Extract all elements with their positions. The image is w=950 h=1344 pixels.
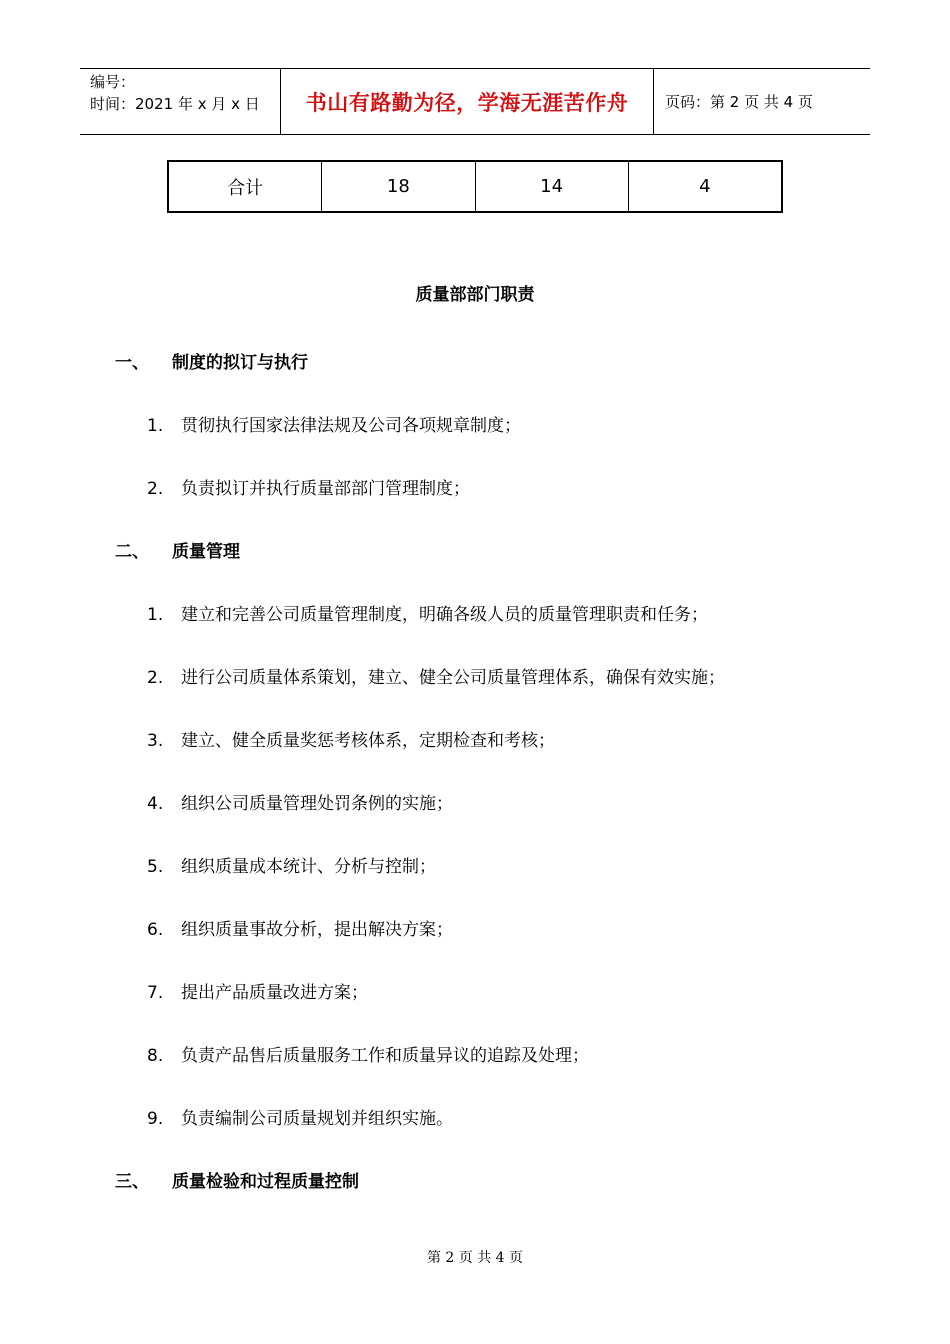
list-item-text: 建立和完善公司质量管理制度，明确各级人员的质量管理职责和任务； <box>181 605 708 625</box>
list-item-text: 负责产品售后质量服务工作和质量异议的追踪及处理； <box>181 1046 589 1066</box>
page-footer: 第 2 页 共 4 页 <box>426 1250 524 1266</box>
list-item-number: 5. <box>147 857 164 877</box>
list-item <box>147 915 453 940</box>
header-page-number: 页码：第 2 页 共 4 页 <box>665 93 813 111</box>
list-item-text: 组织质量成本统计、分析与控制； <box>181 857 436 877</box>
list-item-text: 建立、健全质量奖惩考核体系，定期检查和考核； <box>181 731 555 751</box>
list-item <box>147 474 470 499</box>
list-item <box>147 600 708 625</box>
section-number: 一、 <box>115 353 149 373</box>
totals-label-cell: 合计 <box>169 162 322 211</box>
section-number: 三、 <box>115 1172 149 1192</box>
list-item <box>147 1041 589 1066</box>
totals-table-row <box>167 160 783 213</box>
list-item-number: 6. <box>147 920 164 940</box>
header-motto-cell <box>281 69 654 134</box>
list-item-text: 负责编制公司质量规划并组织实施。 <box>181 1109 453 1129</box>
list-item-number: 7. <box>147 983 164 1003</box>
totals-value-cell: 4 <box>699 176 711 197</box>
list-item-number: 1. <box>147 416 164 436</box>
list-item <box>147 663 725 688</box>
list-item-text: 组织质量事故分析，提出解决方案； <box>181 920 453 940</box>
list-item <box>147 411 521 436</box>
section-title: 质量管理 <box>172 542 240 562</box>
list-item-number: 8. <box>147 1046 164 1066</box>
list-item-number: 9. <box>147 1109 164 1129</box>
header-meta <box>80 69 281 134</box>
list-item-text: 组织公司质量管理处罚条例的实施； <box>181 794 453 814</box>
section-heading <box>115 1167 359 1192</box>
list-item <box>147 852 436 877</box>
list-item-number: 3. <box>147 731 164 751</box>
totals-value-cell: 14 <box>476 162 629 211</box>
list-item <box>147 978 368 1003</box>
list-item-number: 4. <box>147 794 164 814</box>
page-header <box>80 68 870 135</box>
document-title: 质量部部门职责 <box>415 285 535 305</box>
header-page-cell <box>654 69 870 134</box>
header-motto: 书山有路勤为径，学海无涯苦作舟 <box>305 90 629 115</box>
list-item-text: 提出产品质量改进方案； <box>181 983 368 1003</box>
list-item-number: 2. <box>147 668 164 688</box>
list-item-text: 负责拟订并执行质量部部门管理制度； <box>181 479 470 499</box>
totals-value-cell: 18 <box>322 162 475 211</box>
section-heading <box>115 348 308 373</box>
document-number-label: 编号： <box>90 73 136 91</box>
list-item <box>147 1104 453 1129</box>
list-item-number: 2. <box>147 479 164 499</box>
list-item-text: 贯彻执行国家法律法规及公司各项规章制度； <box>181 416 521 436</box>
section-title: 质量检验和过程质量控制 <box>172 1172 359 1192</box>
list-item-number: 1. <box>147 605 164 625</box>
section-number: 二、 <box>115 542 149 562</box>
document-date-label: 时间：2021 年 x 月 x 日 <box>90 95 260 113</box>
list-item <box>147 726 555 751</box>
list-item <box>147 789 453 814</box>
list-item-text: 进行公司质量体系策划，建立、健全公司质量管理体系，确保有效实施； <box>181 668 725 688</box>
section-title: 制度的拟订与执行 <box>172 353 308 373</box>
section-heading <box>115 537 240 562</box>
